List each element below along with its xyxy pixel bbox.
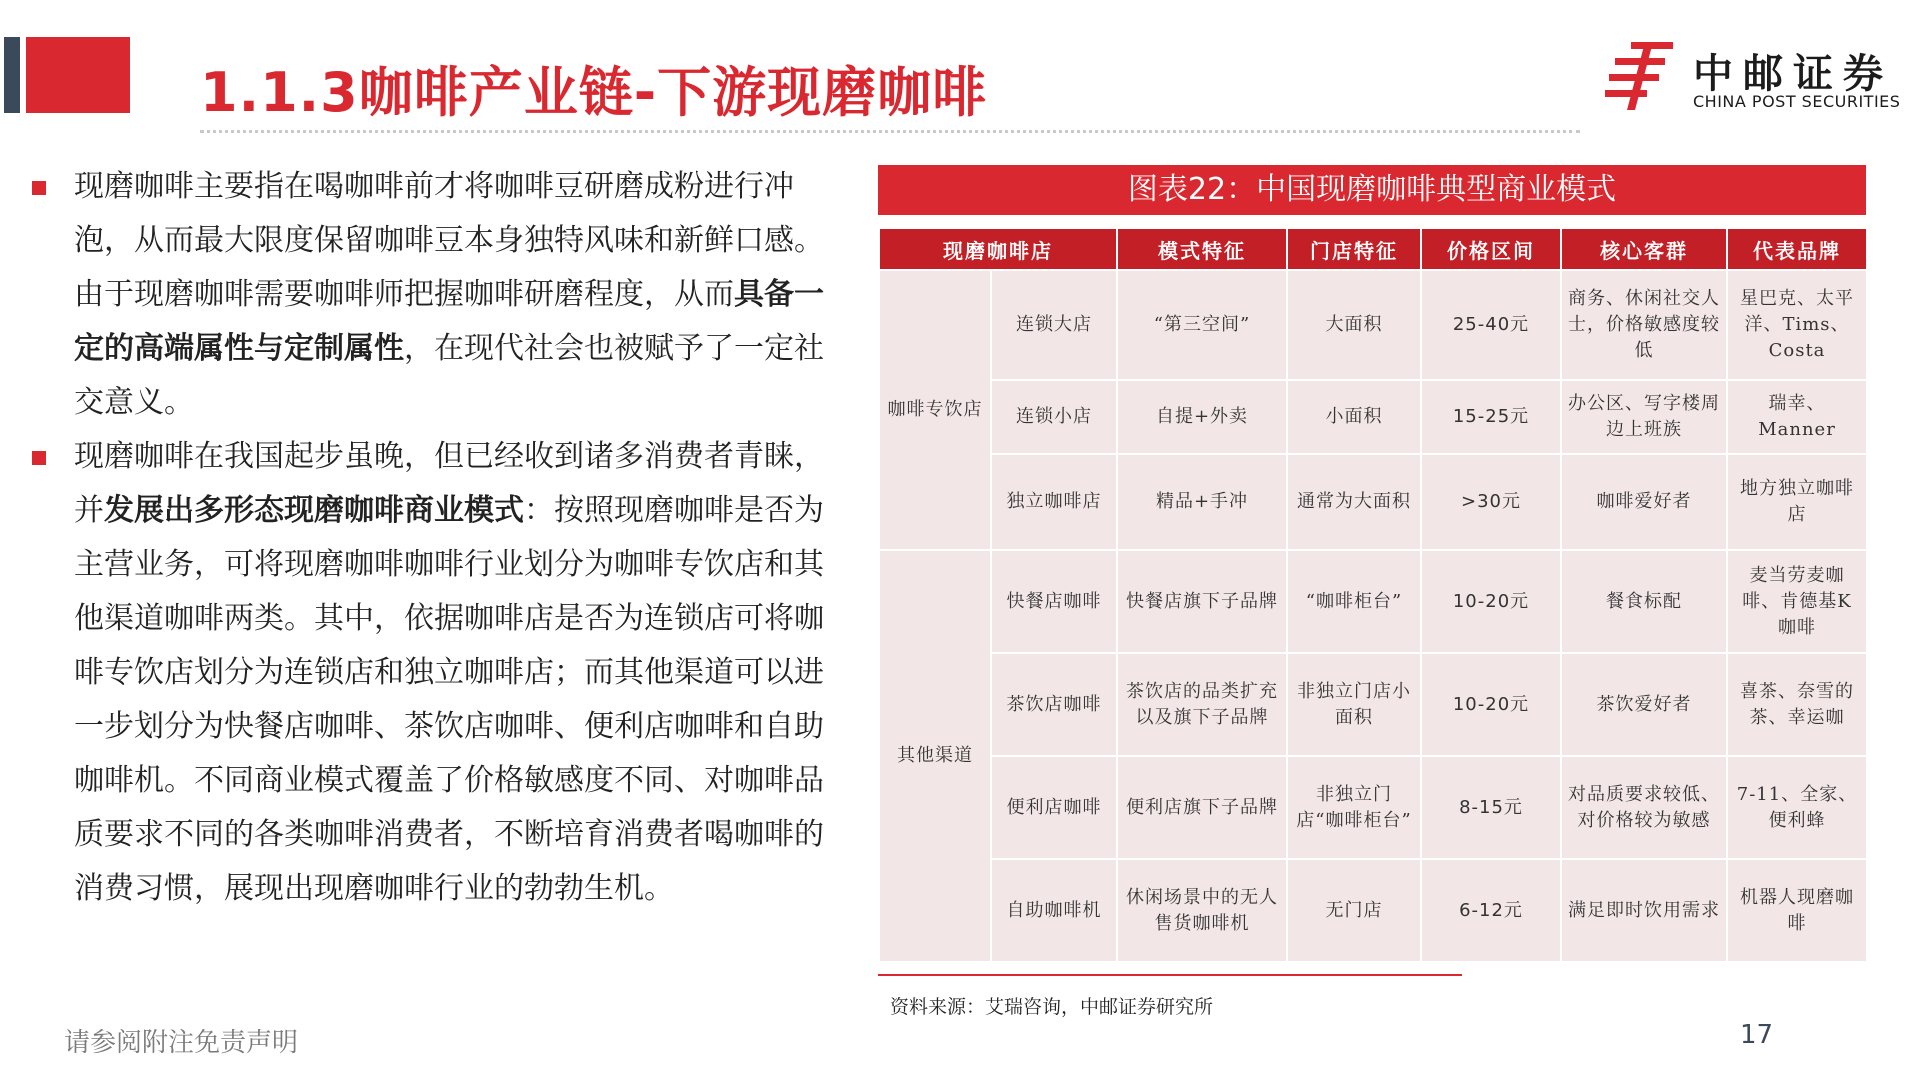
group-cell: 其他渠道	[879, 550, 991, 962]
group-cell: 咖啡专饮店	[879, 270, 991, 550]
table-cell: >30元	[1421, 454, 1561, 550]
table-cell: 7-11、全家、便利蜂	[1727, 756, 1867, 859]
table-row	[879, 653, 1867, 756]
table-cell: 机器人现磨咖啡	[1727, 859, 1867, 962]
table-header-cell: 现磨咖啡店	[879, 228, 1117, 270]
table-cell: 6-12元	[1421, 859, 1561, 962]
paragraph-2	[26, 430, 826, 916]
header-accent-red	[26, 37, 130, 113]
paragraph-1-text-a: 现磨咖啡主要指在喝咖啡前才将咖啡豆研磨成粉进行冲泡，从而最大限度保留咖啡豆本身独特风味和新鲜口感。由于现磨咖啡需要咖啡师把握咖啡研磨程度，从而	[74, 169, 824, 312]
title-divider	[200, 130, 1580, 133]
table-row	[879, 454, 1867, 550]
table-cell: 自助咖啡机	[991, 859, 1117, 962]
table-cell: 连锁大店	[991, 270, 1117, 380]
table-cell: 办公区、写字楼周边上班族	[1561, 380, 1727, 454]
figure-title: 图表22：中国现磨咖啡典型商业模式	[878, 165, 1866, 215]
table-cell: 大面积	[1287, 270, 1421, 380]
table-row	[879, 380, 1867, 454]
table-cell: 对品质要求较低、对价格较为敏感	[1561, 756, 1727, 859]
table-cell: 满足即时饮用需求	[1561, 859, 1727, 962]
table-row	[879, 756, 1867, 859]
source-divider	[878, 974, 1462, 976]
logo-text-cn: 中邮证券	[1693, 51, 1893, 97]
table-cell: 通常为大面积	[1287, 454, 1421, 550]
table-cell: 茶饮店咖啡	[991, 653, 1117, 756]
table-cell: 自提+外卖	[1117, 380, 1287, 454]
table-cell: 精品+手冲	[1117, 454, 1287, 550]
table-cell: 星巴克、太平洋、Tims、Costa	[1727, 270, 1867, 380]
table-cell: “第三空间”	[1117, 270, 1287, 380]
table-cell: 无门店	[1287, 859, 1421, 962]
table-row	[879, 859, 1867, 962]
paragraph-2-text-a: 现磨咖啡在我国起步虽晚，但已经收到诸多消费者青睐，并	[74, 439, 824, 528]
table-cell: 餐食标配	[1561, 550, 1727, 653]
table-header-cell: 代表品牌	[1727, 228, 1867, 270]
logo-text-en: CHINA POST SECURITIES	[1693, 92, 1901, 111]
table-cell: 25-40元	[1421, 270, 1561, 380]
table-header-row	[879, 228, 1867, 270]
table-cell: 快餐店咖啡	[991, 550, 1117, 653]
table-cell: 茶饮店的品类扩充以及旗下子品牌	[1117, 653, 1287, 756]
company-logo	[1605, 40, 1905, 112]
table-cell: 休闲场景中的无人售货咖啡机	[1117, 859, 1287, 962]
table-cell: 非独立门店“咖啡柜台”	[1287, 756, 1421, 859]
table-cell: 麦当劳麦咖啡、肯德基K咖啡	[1727, 550, 1867, 653]
bullet-square-icon	[32, 181, 46, 195]
paragraph-1	[26, 160, 826, 430]
table-cell: 便利店咖啡	[991, 756, 1117, 859]
table-cell: 10-20元	[1421, 550, 1561, 653]
table-header-cell: 核心客群	[1561, 228, 1727, 270]
table-header-cell: 价格区间	[1421, 228, 1561, 270]
table-cell: 快餐店旗下子品牌	[1117, 550, 1287, 653]
table-cell: 商务、休闲社交人士，价格敏感度较低	[1561, 270, 1727, 380]
business-model-table	[878, 227, 1868, 963]
page-number: 17	[1740, 1020, 1774, 1050]
table-cell: 15-25元	[1421, 380, 1561, 454]
table-header-cell: 门店特征	[1287, 228, 1421, 270]
body-text	[26, 160, 826, 916]
china-post-logo-icon	[1605, 40, 1677, 112]
footer-disclaimer: 请参阅附注免责声明	[64, 1028, 299, 1058]
table-row	[879, 550, 1867, 653]
table-cell: 瑞幸、Manner	[1727, 380, 1867, 454]
table-row	[879, 270, 1867, 380]
figure-source: 资料来源：艾瑞咨询，中邮证券研究所	[890, 996, 1214, 1018]
table-cell: 喜茶、奈雪的茶、幸运咖	[1727, 653, 1867, 756]
page-title: 1.1.3咖啡产业链-下游现磨咖啡	[200, 61, 988, 124]
table-cell: “咖啡柜台”	[1287, 550, 1421, 653]
table-cell: 8-15元	[1421, 756, 1561, 859]
table-cell: 非独立门店小面积	[1287, 653, 1421, 756]
table-cell: 咖啡爱好者	[1561, 454, 1727, 550]
paragraph-1-text-b: ，在现代社会也被赋予了一定社交意义。	[74, 331, 824, 420]
paragraph-1-bold: 具备一定的高端属性与定制属性	[74, 277, 824, 366]
table-cell: 10-20元	[1421, 653, 1561, 756]
table-cell: 小面积	[1287, 380, 1421, 454]
table-cell: 便利店旗下子品牌	[1117, 756, 1287, 859]
table-cell: 茶饮爱好者	[1561, 653, 1727, 756]
header-accent-grey	[4, 37, 20, 113]
paragraph-2-text-b: ：按照现磨咖啡是否为主营业务，可将现磨咖啡咖啡行业划分为咖啡专饮店和其他渠道咖啡两类。其中，依据咖啡店是否为连锁店可将咖啡专饮店划分为连锁店和独立咖啡店；而其他渠道可以进一步划分为快餐店咖啡、茶饮店咖啡、便利店咖啡和自助咖啡机。不同商业模式覆盖了价格敏感度不同、对咖啡品质要求不同的各类咖啡消费者，不断培育消费者喝咖啡的消费习惯，展现出现磨咖啡行业的勃勃生机。	[74, 493, 824, 906]
paragraph-2-bold: 发展出多形态现磨咖啡商业模式	[104, 493, 524, 528]
table-header-cell: 模式特征	[1117, 228, 1287, 270]
table-cell: 独立咖啡店	[991, 454, 1117, 550]
table-cell: 连锁小店	[991, 380, 1117, 454]
bullet-square-icon	[32, 451, 46, 465]
table-cell: 地方独立咖啡店	[1727, 454, 1867, 550]
